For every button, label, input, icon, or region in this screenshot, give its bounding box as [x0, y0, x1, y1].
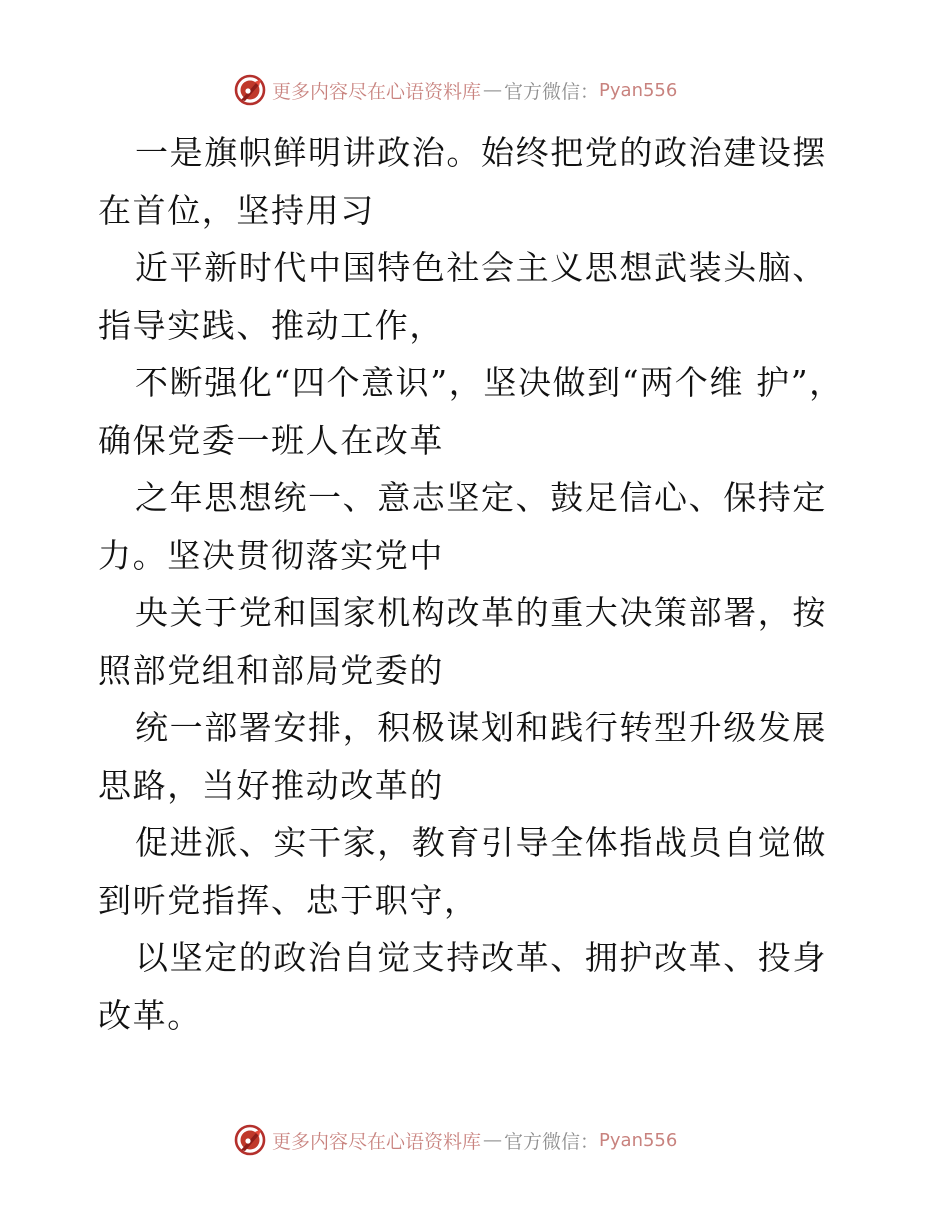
- footer-watermark: [234, 1122, 754, 1158]
- paragraph-1: 一是旗帜鲜明讲政治。始终把党的政治建设摆在首位，坚持用习: [98, 133, 827, 230]
- paragraph-4: 之年思想统一、意志坚定、鼓足信心、保持定力。坚决贯彻落实党中: [98, 478, 827, 575]
- document-body: [98, 124, 858, 1044]
- watermark-wechat-id: Pyan556: [599, 1129, 678, 1151]
- watermark-site-name: 更多内容尽在心语资料库: [272, 80, 482, 103]
- paragraph-3: 不断强化“四个意识”，坚决做到“两个维 护”，确保党委一班人在改革: [98, 363, 844, 460]
- header-watermark: [234, 72, 754, 108]
- quill-pen-seal-icon: [234, 74, 266, 106]
- paragraph-7: 促进派、实干家，教育引导全体指战员自觉做到听党指挥、忠于职守，: [98, 823, 827, 920]
- paragraph-8: 以坚定的政治自觉支持改革、拥护改革、投身改革。: [98, 938, 827, 1035]
- watermark-site-name: 更多内容尽在心语资料库: [272, 1130, 482, 1153]
- watermark-wechat-label: 官方微信：: [504, 80, 600, 103]
- paragraph-5: 央关于党和国家机构改革的重大决策部署，按照部党组和部局党委的: [98, 593, 827, 690]
- watermark-wechat-id: Pyan556: [599, 79, 678, 101]
- watermark-dash: —: [483, 79, 503, 101]
- watermark-wechat-label: 官方微信：: [504, 1130, 600, 1153]
- paragraph-2: 近平新时代中国特色社会主义思想武装头脑、指导实践、推动工作，: [98, 248, 827, 345]
- paragraph-6: 统一部署安排，积极谋划和践行转型升级发展思路，当好推动改革的: [98, 708, 827, 805]
- quill-pen-seal-icon: [234, 1124, 266, 1156]
- watermark-dash: —: [483, 1129, 503, 1151]
